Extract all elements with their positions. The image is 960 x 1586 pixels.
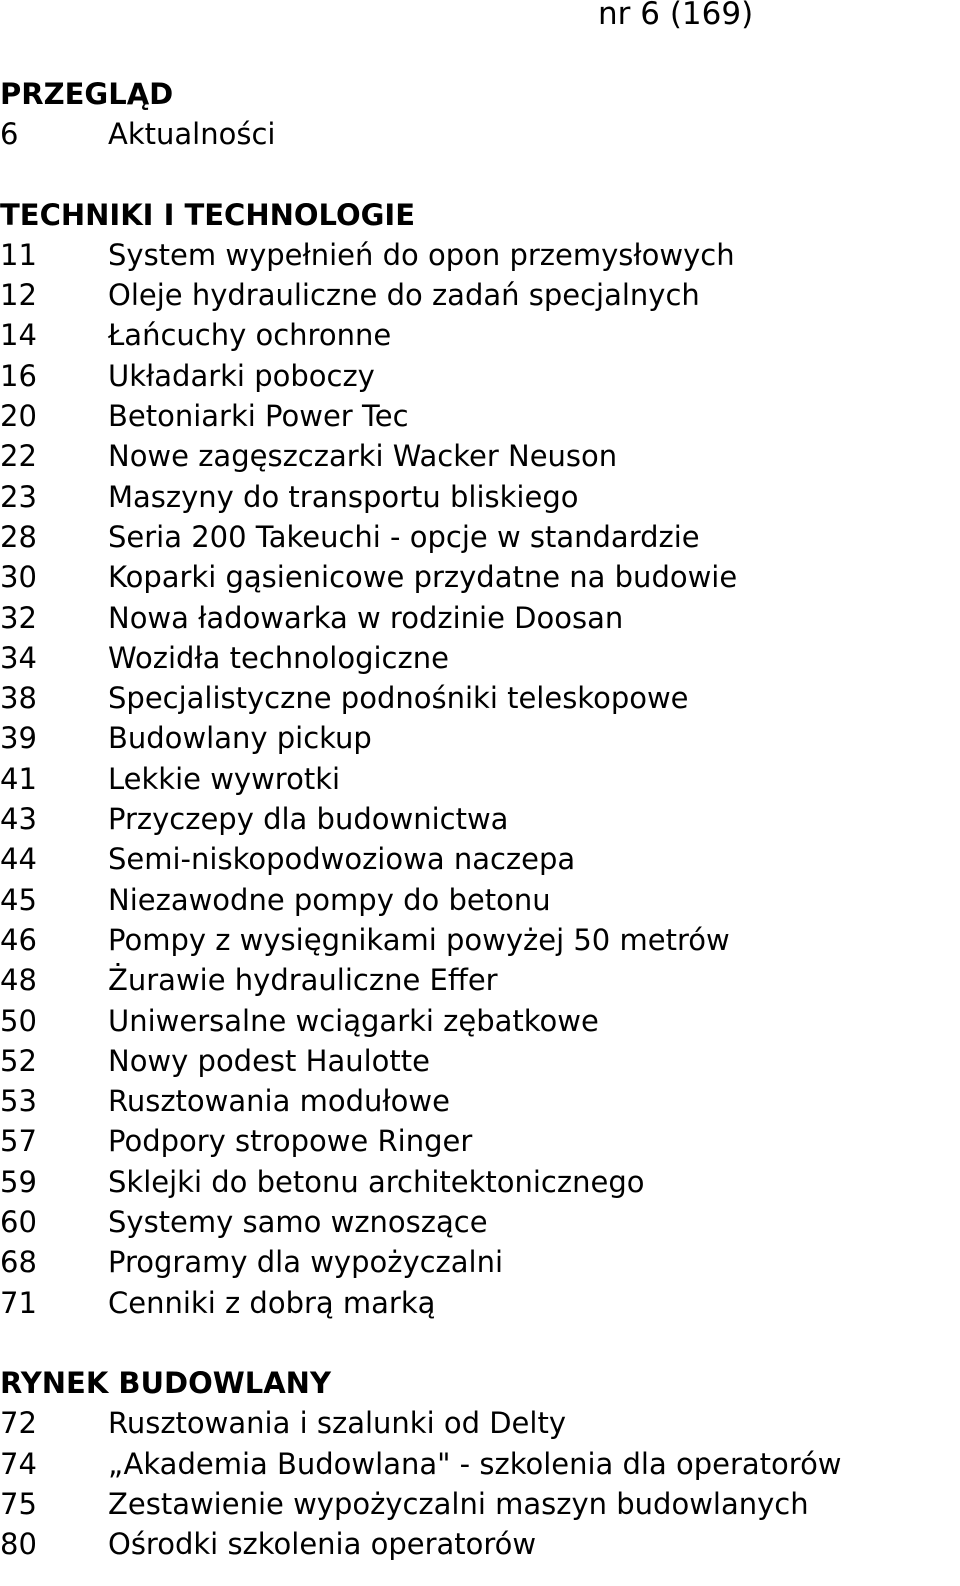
article-title: Zestawienie wypożyczalni maszyn budowlanych [108, 1486, 809, 1521]
toc-entry [0, 235, 960, 275]
toc-entry [0, 1283, 960, 1323]
page-number: 23 [0, 479, 37, 514]
page-number: 11 [0, 237, 37, 272]
article-title: Budowlany pickup [108, 721, 372, 756]
page-number: 39 [0, 721, 37, 756]
toc-entry [0, 356, 960, 396]
page-number: 50 [0, 1003, 37, 1038]
section-heading: RYNEK BUDOWLANY [0, 1365, 331, 1400]
article-title: Programy dla wypożyczalni [108, 1245, 504, 1280]
toc-entry [0, 396, 960, 436]
toc-entry [0, 436, 960, 476]
toc-entry [0, 1162, 960, 1202]
page-number: 38 [0, 681, 37, 716]
toc-entry [0, 598, 960, 638]
article-title: Niezawodne pompy do betonu [108, 882, 551, 917]
page-number: 59 [0, 1164, 37, 1199]
toc-entry [0, 1081, 960, 1121]
toc-entry [0, 477, 960, 517]
article-title: Seria 200 Takeuchi - opcje w standardzie [108, 519, 700, 554]
toc-entry [0, 678, 960, 718]
toc-entry [0, 960, 960, 1000]
article-title: Maszyny do transportu bliskiego [108, 479, 579, 514]
toc-section [0, 74, 960, 155]
page-number: 34 [0, 640, 37, 675]
article-title: Podpory stropowe Ringer [108, 1124, 473, 1159]
toc-entry [0, 315, 960, 355]
toc-entry [0, 557, 960, 597]
page-number: 75 [0, 1486, 37, 1521]
page-number: 45 [0, 882, 37, 917]
page-number: 41 [0, 761, 37, 796]
toc-entry [0, 1242, 960, 1282]
toc-entry [0, 1121, 960, 1161]
toc-entry [0, 114, 960, 154]
page-number: 74 [0, 1446, 37, 1481]
page-number: 52 [0, 1043, 37, 1078]
article-title: Nowy podest Haulotte [108, 1043, 430, 1078]
toc-entry [0, 759, 960, 799]
article-title: Ośrodki szkolenia operatorów [108, 1527, 537, 1562]
article-title: Nowe zagęszczarki Wacker Neuson [108, 439, 618, 474]
page-number: 44 [0, 842, 37, 877]
article-title: Sklejki do betonu architektonicznego [108, 1164, 645, 1199]
page-number: 80 [0, 1527, 37, 1562]
page-number: 32 [0, 600, 37, 635]
article-title: Specjalistyczne podnośniki teleskopowe [108, 681, 689, 716]
article-title: System wypełnień do opon przemysłowych [108, 237, 735, 272]
page-number: 53 [0, 1084, 37, 1119]
toc-entry [0, 1444, 960, 1484]
toc-entry [0, 638, 960, 678]
article-title: Rusztowania modułowe [108, 1084, 450, 1119]
toc-entry [0, 1041, 960, 1081]
toc-entry [0, 920, 960, 960]
article-title: Semi-niskopodwoziowa naczepa [108, 842, 576, 877]
page-number: 46 [0, 922, 37, 957]
toc-entry [0, 1202, 960, 1242]
page-number: 16 [0, 358, 37, 393]
article-title: Pompy z wysięgnikami powyżej 50 metrów [108, 922, 730, 957]
toc-entry [0, 1001, 960, 1041]
toc-section [0, 195, 960, 1323]
page-number: 60 [0, 1205, 37, 1240]
page-number: 68 [0, 1245, 37, 1280]
page-number: 20 [0, 399, 37, 434]
article-title: Aktualności [108, 117, 276, 152]
page-number: 57 [0, 1124, 37, 1159]
toc-entry [0, 517, 960, 557]
page-number: 22 [0, 439, 37, 474]
article-title: Betoniarki Power Tec [108, 399, 409, 434]
section-heading: TECHNIKI I TECHNOLOGIE [0, 197, 416, 232]
page-number: 48 [0, 963, 37, 998]
page-number: 6 [0, 117, 19, 152]
article-title: Cenniki z dobrą marką [108, 1285, 436, 1320]
toc-entry [0, 1484, 960, 1524]
article-title: Łańcuchy ochronne [108, 318, 392, 353]
article-title: Uniwersalne wciągarki zębatkowe [108, 1003, 599, 1038]
table-of-contents [0, 74, 960, 1564]
toc-entry [0, 880, 960, 920]
article-title: Oleje hydrauliczne do zadań specjalnych [108, 278, 700, 313]
article-title: Rusztowania i szalunki od Delty [108, 1406, 566, 1441]
toc-entry [0, 275, 960, 315]
article-title: Nowa ładowarka w rodzinie Doosan [108, 600, 624, 635]
article-title: Przyczepy dla budownictwa [108, 802, 509, 837]
article-title: Lekkie wywrotki [108, 761, 341, 796]
toc-section [0, 1363, 960, 1564]
toc-entry [0, 1403, 960, 1443]
article-title: Systemy samo wznoszące [108, 1205, 488, 1240]
issue-number: nr 6 (169) [598, 0, 754, 32]
article-title: Układarki poboczy [108, 358, 375, 393]
article-title: Żurawie hydrauliczne Effer [108, 963, 498, 998]
article-title: „Akademia Budowlana" - szkolenia dla operatorów [108, 1446, 842, 1481]
article-title: Wozidła technologiczne [108, 640, 449, 675]
toc-entry [0, 718, 960, 758]
toc-entry [0, 799, 960, 839]
page-number: 30 [0, 560, 37, 595]
page-number: 14 [0, 318, 37, 353]
toc-entry [0, 1524, 960, 1564]
section-heading: PRZEGLĄD [0, 77, 174, 111]
toc-entry [0, 839, 960, 879]
page-number: 12 [0, 278, 37, 313]
article-title: Koparki gąsienicowe przydatne na budowie [108, 560, 738, 595]
page-number: 72 [0, 1406, 37, 1441]
page-number: 28 [0, 519, 37, 554]
page-number: 43 [0, 802, 37, 837]
page-number: 71 [0, 1285, 37, 1320]
